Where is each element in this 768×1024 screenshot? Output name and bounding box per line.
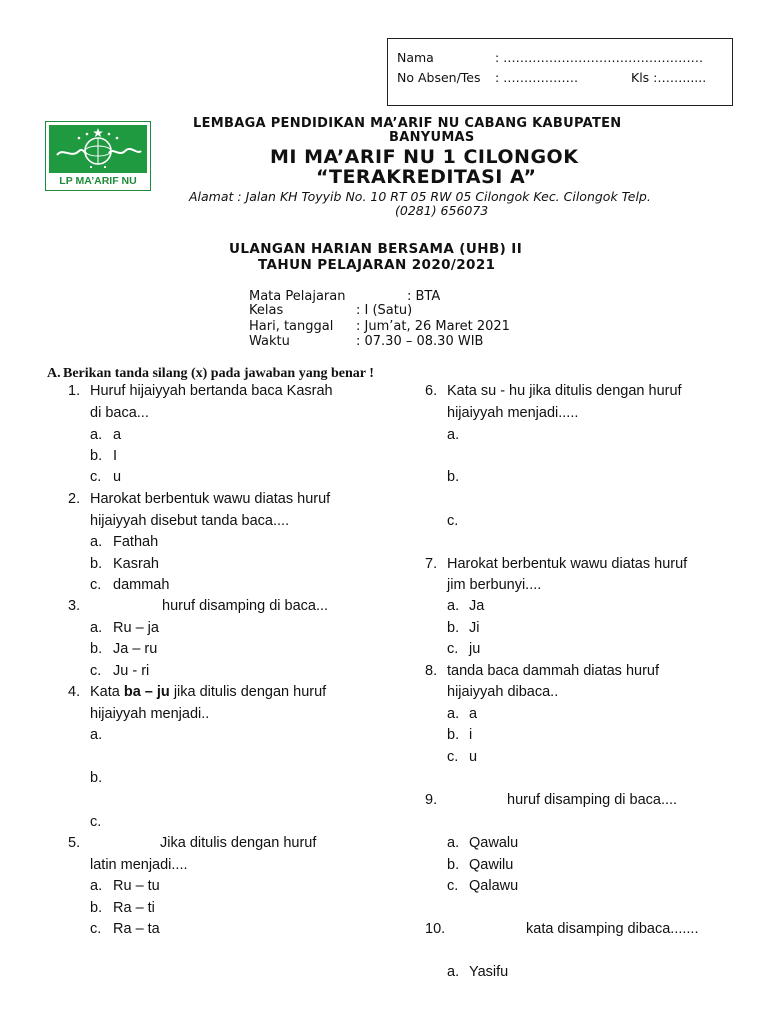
option-letter[interactable]: b. bbox=[447, 620, 460, 636]
meta-label: Waktu bbox=[249, 334, 290, 349]
question-number: 7. bbox=[425, 556, 438, 572]
question-text: huruf disamping di baca.... bbox=[507, 792, 678, 808]
option-letter[interactable]: a. bbox=[90, 534, 103, 550]
option-letter[interactable]: a. bbox=[447, 427, 460, 443]
question-text: hijaiyyah disebut tanda baca.... bbox=[90, 513, 290, 529]
option-letter[interactable]: a. bbox=[447, 964, 460, 980]
option-letter[interactable]: b. bbox=[447, 469, 460, 485]
question-text-post: jika ditulis dengan huruf bbox=[169, 684, 327, 700]
option-text[interactable]: I bbox=[113, 448, 118, 464]
option-text[interactable]: Ru – ja bbox=[113, 620, 159, 636]
nu-globe-icon bbox=[49, 125, 147, 173]
option-letter[interactable]: c. bbox=[447, 641, 459, 657]
option-text[interactable]: a bbox=[469, 706, 478, 722]
question-keyword: ba – ju bbox=[123, 684, 170, 700]
question-text: Jika ditulis dengan huruf bbox=[160, 835, 317, 851]
meta-label: Hari, tanggal bbox=[249, 319, 334, 334]
option-letter[interactable]: a. bbox=[90, 727, 103, 743]
option-letter[interactable]: c. bbox=[90, 814, 102, 830]
name-label: Nama bbox=[397, 50, 434, 65]
option-text[interactable]: ju bbox=[469, 641, 481, 657]
option-letter[interactable]: c. bbox=[90, 577, 102, 593]
accreditation: “TERAKREDITASI A” bbox=[316, 166, 537, 188]
question-text: tanda baca dammah diatas huruf bbox=[447, 663, 659, 679]
meta-value: : BTA bbox=[407, 289, 441, 304]
question-number: 2. bbox=[68, 491, 81, 507]
option-letter[interactable]: a. bbox=[447, 835, 460, 851]
option-text[interactable]: Fathah bbox=[113, 534, 159, 550]
exam-title: ULANGAN HARIAN BERSAMA (UHB) II bbox=[229, 241, 523, 257]
option-text[interactable]: dammah bbox=[113, 577, 170, 593]
option-letter[interactable]: c. bbox=[447, 749, 459, 765]
school-name: MI MA’ARIF NU 1 CILONGOK bbox=[270, 146, 579, 168]
question-text bbox=[90, 684, 326, 700]
question-number: 9. bbox=[425, 792, 438, 808]
option-text[interactable]: i bbox=[469, 727, 473, 743]
option-text[interactable]: Ra – ta bbox=[113, 921, 160, 937]
meta-value: : 07.30 – 08.30 WIB bbox=[356, 334, 484, 349]
meta-label: Mata Pelajaran bbox=[249, 289, 346, 304]
option-letter[interactable]: b. bbox=[90, 900, 103, 916]
question-text: Harokat berbentuk wawu diatas huruf bbox=[447, 556, 688, 572]
option-text[interactable]: Ja – ru bbox=[113, 641, 158, 657]
meta-value: : I (Satu) bbox=[356, 303, 413, 318]
logo-emblem bbox=[49, 125, 147, 173]
institution-region: BANYUMAS bbox=[389, 130, 475, 145]
option-text[interactable]: Ra – ti bbox=[113, 900, 155, 916]
student-info-box bbox=[387, 38, 733, 106]
question-text: kata disamping dibaca....... bbox=[526, 921, 699, 937]
option-letter[interactable]: a. bbox=[447, 706, 460, 722]
question-text: Harokat berbentuk wawu diatas huruf bbox=[90, 491, 331, 507]
option-letter[interactable]: b. bbox=[90, 770, 103, 786]
question-number: 5. bbox=[68, 835, 81, 851]
class-field[interactable]: Kls :……...... bbox=[631, 70, 707, 85]
question-number: 6. bbox=[425, 383, 438, 399]
option-text[interactable]: Ru – tu bbox=[113, 878, 160, 894]
question-text: hijaiyyah menjadi..... bbox=[447, 405, 579, 421]
question-number: 8. bbox=[425, 663, 438, 679]
option-text[interactable]: Kasrah bbox=[113, 556, 159, 572]
question-text: Kata su - hu jika ditulis dengan huruf bbox=[447, 383, 682, 399]
absen-label: No Absen/Tes bbox=[397, 70, 481, 85]
option-letter[interactable]: a. bbox=[447, 598, 460, 614]
lp-maarif-nu-logo bbox=[45, 121, 151, 191]
option-text[interactable]: Ja bbox=[469, 598, 485, 614]
logo-caption: LP MA’ARIF NU bbox=[59, 175, 137, 187]
question-text: Huruf hijaiyyah bertanda baca Kasrah bbox=[90, 383, 333, 399]
option-letter[interactable]: c. bbox=[90, 921, 102, 937]
option-text[interactable]: Qalawu bbox=[469, 878, 519, 894]
question-text: jim berbunyi.... bbox=[447, 577, 542, 593]
question-text-pre: Kata bbox=[90, 684, 124, 700]
question-number: 4. bbox=[68, 684, 81, 700]
question-text: di baca... bbox=[90, 405, 149, 421]
option-letter[interactable]: b. bbox=[90, 448, 103, 464]
section-instruction: Berikan tanda silang (x) pada jawaban yang benar ! bbox=[63, 366, 374, 381]
option-letter[interactable]: a. bbox=[90, 427, 103, 443]
meta-label: Kelas bbox=[249, 303, 284, 318]
name-field[interactable]: : ………………………………………… bbox=[495, 50, 704, 65]
absen-field[interactable]: : ……………… bbox=[495, 70, 579, 85]
question-number: 10. bbox=[425, 921, 446, 937]
question-text: huruf disamping di baca... bbox=[162, 598, 329, 614]
option-letter[interactable]: b. bbox=[90, 556, 103, 572]
option-letter[interactable]: b. bbox=[447, 857, 460, 873]
option-text[interactable]: a bbox=[113, 427, 122, 443]
question-number: 3. bbox=[68, 598, 81, 614]
option-letter[interactable]: c. bbox=[90, 663, 102, 679]
meta-value: : Jum’at, 26 Maret 2021 bbox=[356, 319, 510, 334]
option-text[interactable]: Ji bbox=[469, 620, 480, 636]
option-text[interactable]: u bbox=[113, 469, 122, 485]
option-text[interactable]: Yasifu bbox=[469, 964, 509, 980]
question-text: hijaiyyah menjadi.. bbox=[90, 706, 210, 722]
option-letter[interactable]: a. bbox=[90, 620, 103, 636]
option-text[interactable]: u bbox=[469, 749, 478, 765]
option-text[interactable]: Qawilu bbox=[469, 857, 514, 873]
question-text: latin menjadi.... bbox=[90, 857, 188, 873]
option-letter[interactable]: b. bbox=[90, 641, 103, 657]
option-letter[interactable]: b. bbox=[447, 727, 460, 743]
institution-name: LEMBAGA PENDIDIKAN MA’ARIF NU CABANG KABUPATEN bbox=[193, 116, 622, 131]
address-line-2: (0281) 656073 bbox=[395, 203, 489, 218]
exam-year: TAHUN PELAJARAN 2020/2021 bbox=[258, 257, 496, 273]
option-text[interactable]: Ju - ri bbox=[113, 663, 150, 679]
option-letter[interactable]: c. bbox=[447, 513, 459, 529]
option-letter[interactable]: c. bbox=[90, 469, 102, 485]
option-letter[interactable]: a. bbox=[90, 878, 103, 894]
section-marker: A. bbox=[47, 366, 61, 381]
option-text[interactable]: Qawalu bbox=[469, 835, 519, 851]
option-letter[interactable]: c. bbox=[447, 878, 459, 894]
question-number: 1. bbox=[68, 383, 81, 399]
question-text: hijaiyyah dibaca.. bbox=[447, 684, 559, 700]
address-line-1: Alamat : Jalan KH Toyyib No. 10 RT 05 RW 05 Cilongok Kec. Cilongok Telp. bbox=[189, 189, 651, 204]
